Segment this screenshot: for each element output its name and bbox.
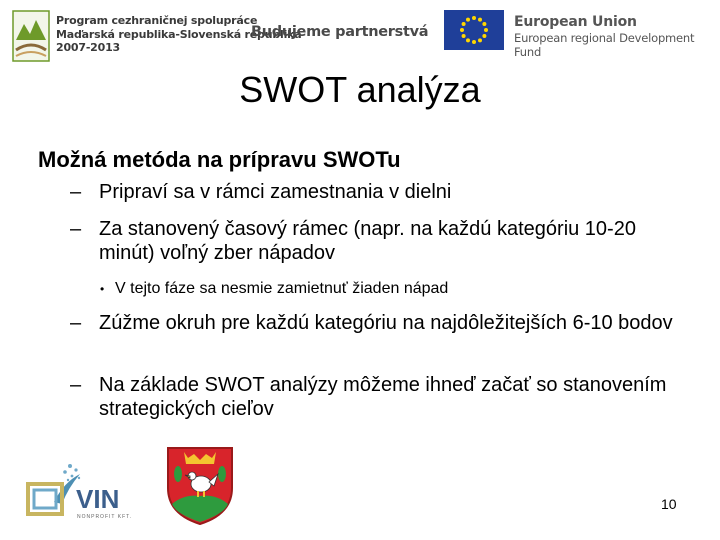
vin-logo-subtext: NONPROFIT KFT. <box>77 514 133 520</box>
slide-title: SWOT analýza <box>239 69 481 110</box>
dash-marker: – <box>70 181 82 203</box>
bullet-item <box>70 311 710 363</box>
vin-logo-text: VIN <box>76 484 120 514</box>
bullet-text: Zúžme okruh pre každú kategóriu na najdôležitejších 6-10 bodov <box>99 312 673 334</box>
program-line: Program cezhraničnej spolupráce <box>56 14 258 27</box>
dash-marker: – <box>70 374 82 396</box>
bullet-dot: • <box>100 282 105 296</box>
sub-bullet-item <box>100 279 700 301</box>
bullet-item <box>70 180 710 204</box>
program-logo <box>12 10 50 62</box>
bullet-text: Za stanovený časový rámec (napr. na každú kategóriu 10-20 minút) voľný zber nápadov <box>99 218 636 264</box>
bullet-text: Na základe SWOT analýzy môžeme ihneď začať so stanovením strategických cieľov <box>99 374 667 420</box>
eu-subtitle: European regional Development Fund <box>514 31 695 59</box>
bullet-text: V tejto fáze sa nesmie zamietnuť žiaden nápad <box>115 280 449 297</box>
eu-flag-icon <box>444 10 504 50</box>
slide-heading: Možná metóda na prípravu SWOTu <box>38 147 401 172</box>
eu-label <box>514 14 720 59</box>
coat-of-arms-icon <box>164 444 236 528</box>
program-line: Maďarská republika-Slovenská republika <box>56 27 302 41</box>
slogan: Budujeme partnerstvá <box>251 24 429 40</box>
program-line: 2007-2013 <box>56 41 120 54</box>
dash-marker: – <box>70 312 82 334</box>
vin-logo <box>24 460 146 522</box>
eu-title: European Union <box>514 14 637 30</box>
bullet-text: Pripraví sa v rámci zamestnania v dielni <box>99 181 452 203</box>
dash-marker: – <box>70 218 82 240</box>
bullet-item <box>70 217 710 269</box>
page-number: 10 <box>661 496 677 512</box>
bullet-item <box>70 373 710 425</box>
